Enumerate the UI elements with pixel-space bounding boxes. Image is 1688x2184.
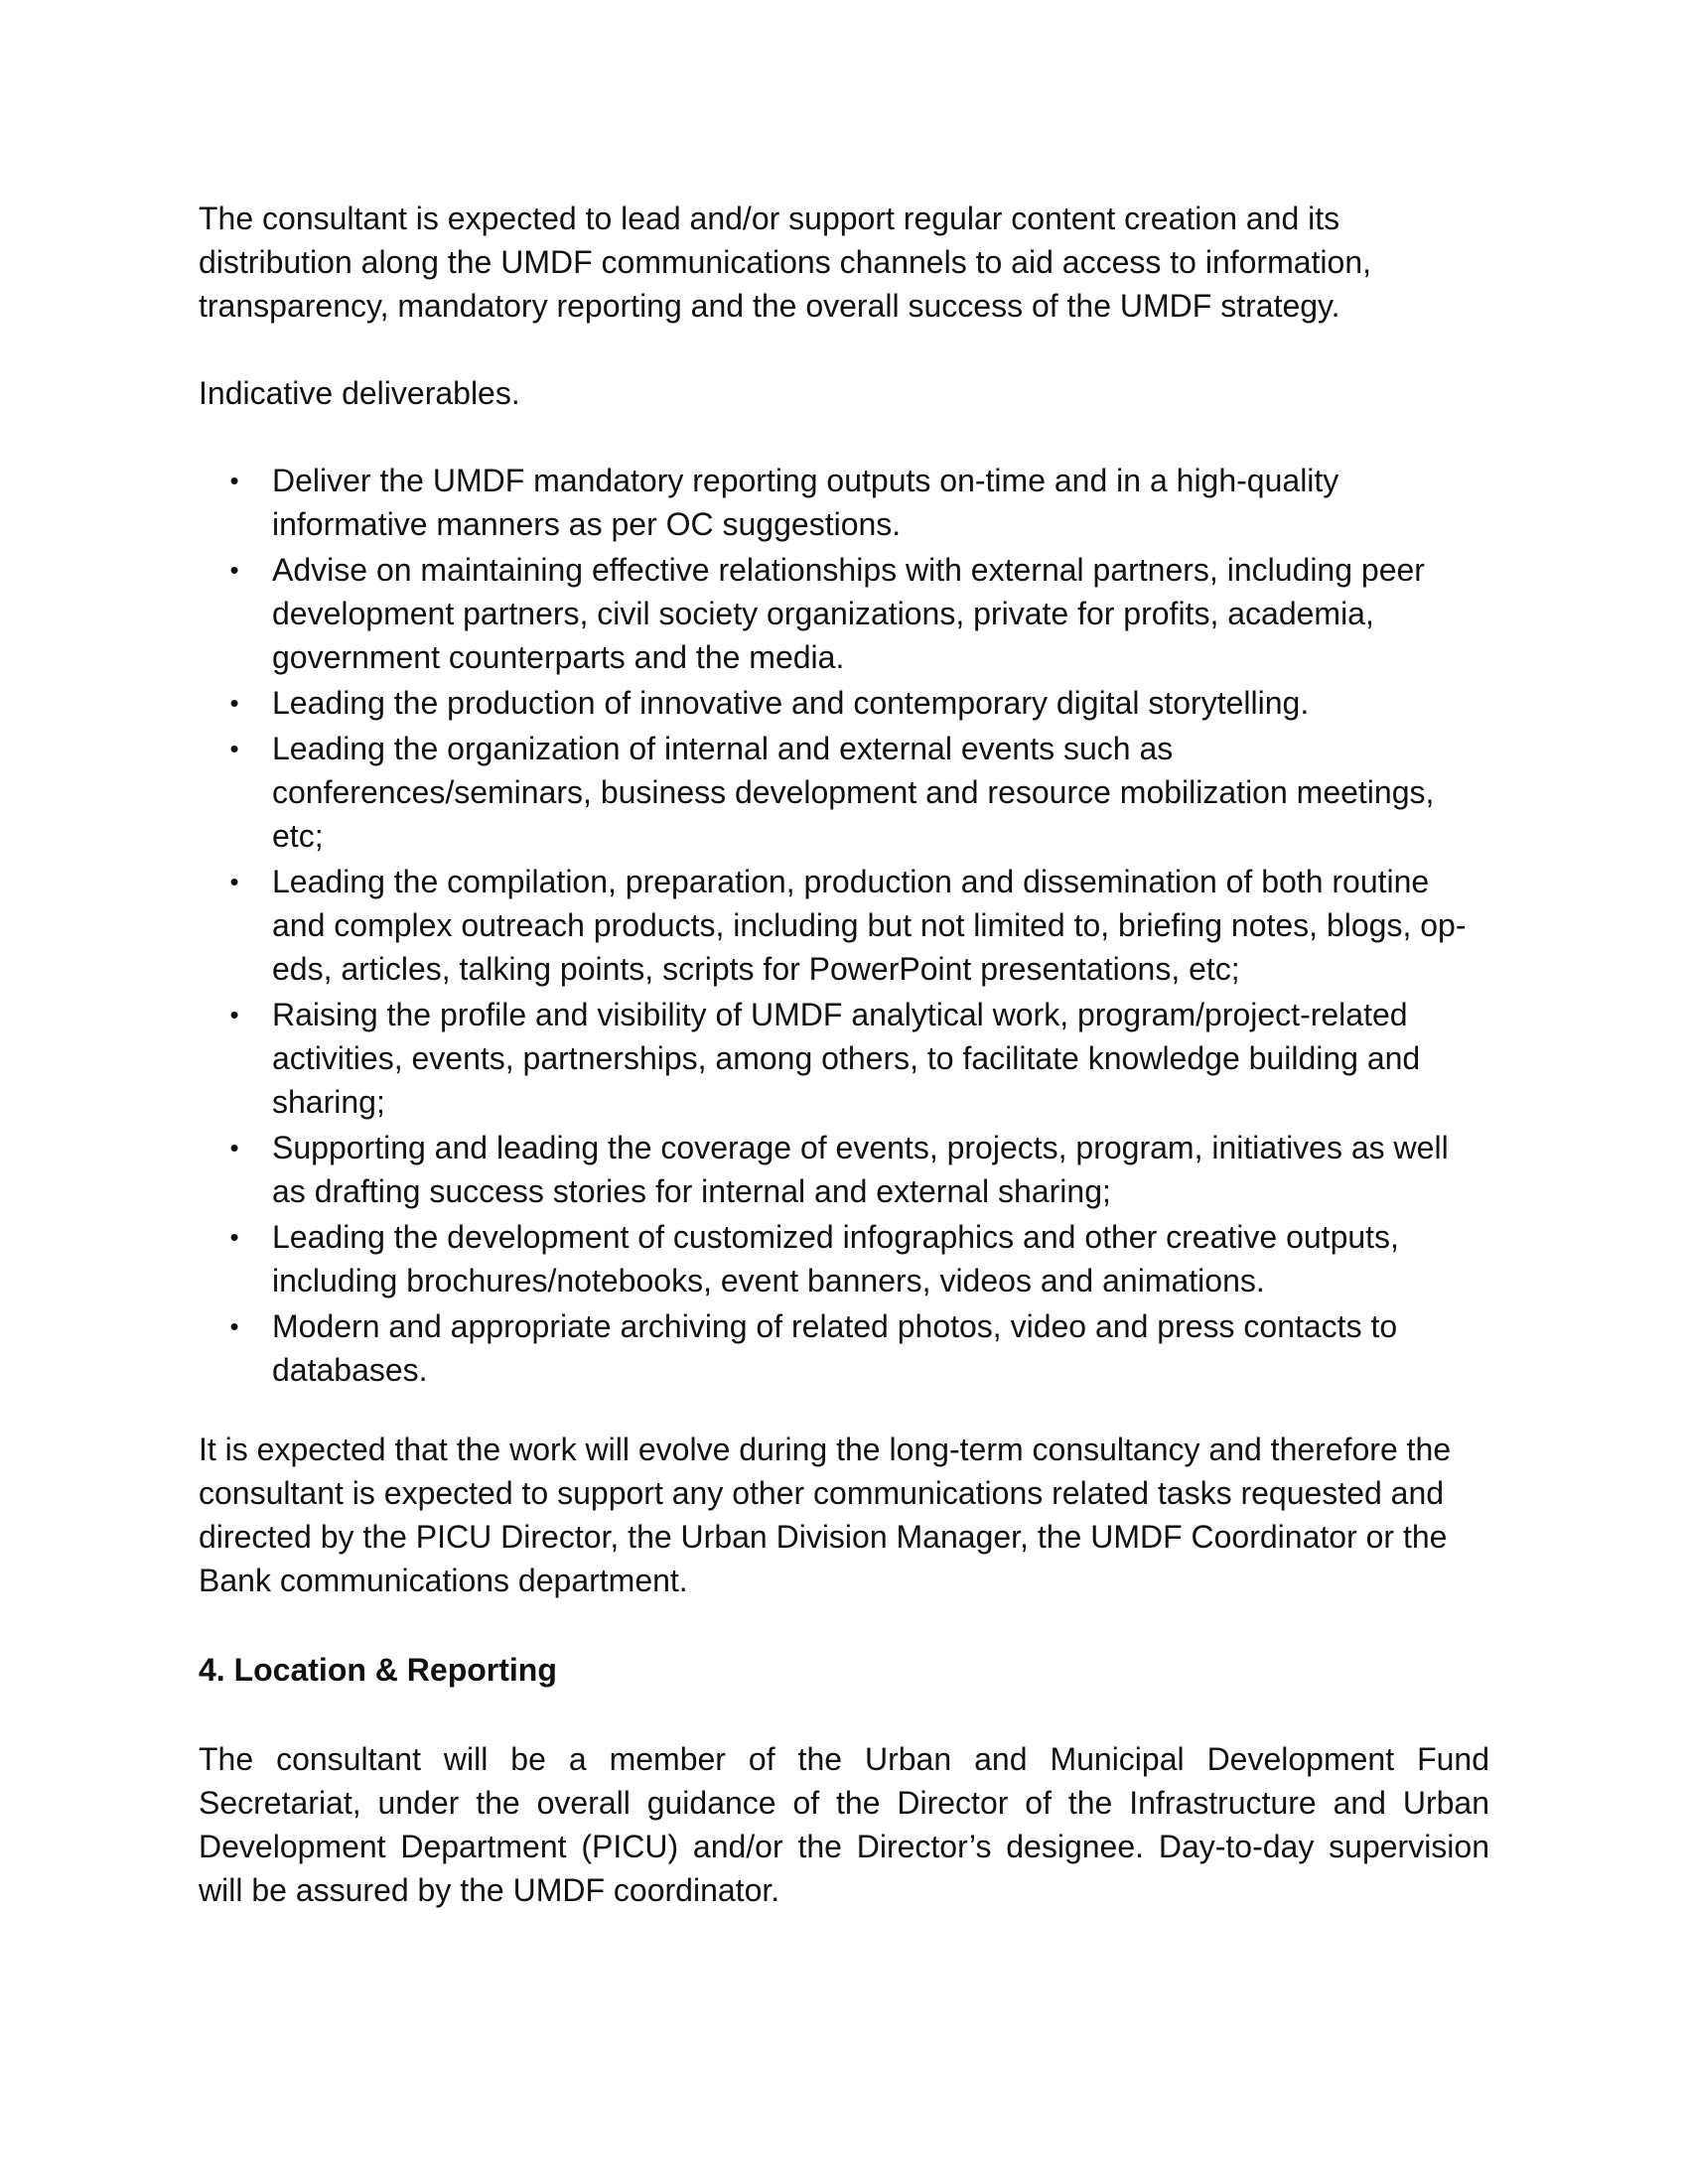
deliverable-text: Leading the production of innovative and contemporary digital storytelling. bbox=[272, 685, 1310, 721]
deliverable-item bbox=[199, 1215, 1489, 1302]
deliverable-text: Leading the compilation, preparation, production and dissemination of both routine and complex outreach products, including but not limited to, briefing notes, blogs, op-eds, articles, talking points, scripts for PowerPoint presentations, etc; bbox=[272, 864, 1467, 987]
deliverables-list bbox=[199, 459, 1489, 1392]
section-body-paragraph: The consultant will be a member of the Urban and Municipal Development Fund Secretariat, under the overall guidance of the Director of the Infrastructure and Urban Development Department (PICU) and/or the Director’s designee. Day-to-day supervision will be assured by the UMDF coordinator. bbox=[199, 1741, 1489, 1908]
deliverable-text: Leading the organization of internal and external events such as conferences/seminars, business development and resource mobilization meetings, etc; bbox=[272, 731, 1435, 854]
section-heading: 4. Location & Reporting bbox=[199, 1652, 557, 1688]
bullet-icon: • bbox=[229, 1311, 239, 1341]
deliverable-text: Raising the profile and visibility of UMDF analytical work, program/project-related activities, events, partnerships, among others, to facilitate knowledge building and sharing; bbox=[272, 997, 1421, 1120]
deliverables-heading: Indicative deliverables. bbox=[199, 375, 520, 411]
deliverable-item bbox=[199, 459, 1489, 546]
deliverable-text: Supporting and leading the coverage of events, projects, program, initiatives as well as drafting success stories for internal and external sharing; bbox=[272, 1130, 1449, 1209]
bullet-icon: • bbox=[229, 555, 239, 585]
deliverable-item bbox=[199, 1126, 1489, 1213]
bullet-icon: • bbox=[229, 734, 239, 763]
deliverable-item bbox=[199, 1304, 1489, 1392]
deliverable-item bbox=[199, 727, 1489, 858]
deliverable-item bbox=[199, 993, 1489, 1124]
bullet-icon: • bbox=[229, 867, 239, 896]
closing-paragraph: It is expected that the work will evolve during the long-term consultancy and therefore the consultant is expected to support any other communications related tasks requested and directed by the PICU Director, the Urban Division Manager, the UMDF Coordinator or the Bank communications department. bbox=[199, 1432, 1452, 1598]
deliverable-item bbox=[199, 681, 1489, 725]
intro-paragraph: The consultant is expected to lead and/or support regular content creation and its distribution along the UMDF communications channels to aid access to information, transparency, mandatory reporting and the overall success of the UMDF strategy. bbox=[199, 201, 1372, 324]
page-content bbox=[199, 197, 1489, 1912]
deliverable-item bbox=[199, 548, 1489, 679]
bullet-icon: • bbox=[229, 1222, 239, 1252]
deliverable-text: Advise on maintaining effective relationships with external partners, including peer development partners, civil society organizations, private for profits, academia, government counterparts and the media. bbox=[272, 552, 1425, 675]
bullet-icon: • bbox=[229, 466, 239, 495]
deliverable-text: Leading the development of customized infographics and other creative outputs, including brochures/notebooks, event banners, videos and animations. bbox=[272, 1219, 1399, 1298]
bullet-icon: • bbox=[229, 1133, 239, 1162]
deliverable-item bbox=[199, 860, 1489, 991]
bullet-icon: • bbox=[229, 1000, 239, 1029]
deliverable-text: Modern and appropriate archiving of related photos, video and press contacts to databases. bbox=[272, 1308, 1398, 1388]
bullet-icon: • bbox=[229, 688, 239, 718]
deliverable-text: Deliver the UMDF mandatory reporting outputs on-time and in a high-quality informative manners as per OC suggestions. bbox=[272, 463, 1339, 542]
